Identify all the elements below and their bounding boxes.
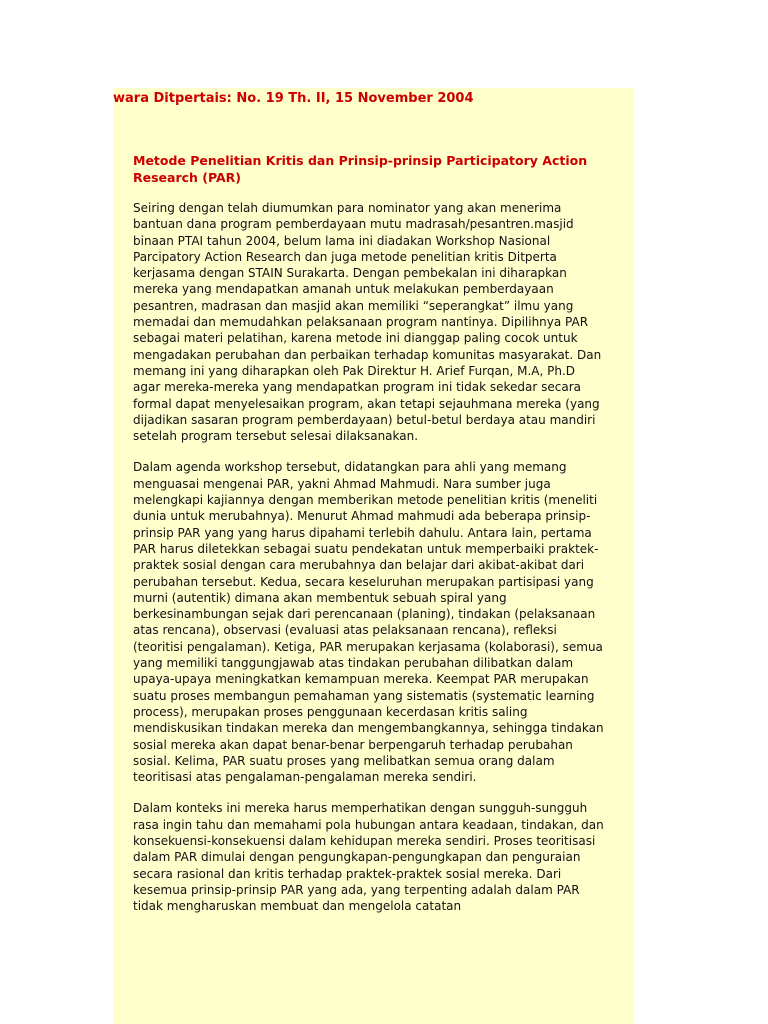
article-title: Metode Penelitian Kritis dan Prinsip-prinsip Participatory Action Research (PAR) [133, 153, 588, 185]
article-paragraph-2: Dalam agenda workshop tersebut, didatangkan para ahli yang memang menguasai mengenai PAR, yakni Ahmad Mahmudi. Nara sumber juga melengkapi kajiannya dengan memberikan metode penelitian kritis (meneliti dunia untuk merubahnya). Menurut Ahmad mahmudi ada beberapa prinsip-prinsip PAR yang yang harus dipahami terlebih dahulu. Antara lain, pertama PAR harus diletekkan sebagai suatu pendekatan untuk memperbaiki praktek-praktek sosial dengan cara merubahnya dan belajar dari akibat-akibat dari perubahan tersebut. Kedua, secara keseluruhan merupakan partisipasi yang murni (autentik) dimana akan membentuk sebuah spiral yang berkesinambungan sejak dari perencanaan (planing), tindakan (pelaksanaan atas rencana), observasi (evaluasi atas pelaksanaan rencana), refleksi (teoritisi pengalaman). Ketiga, PAR merupakan kerjasama (kolaborasi), semua yang memiliki tanggungjawab atas tindakan perubahan dilibatkan dalam upaya-upaya meningkatkan kemampuan mereka. Keempat PAR merupakan suatu proses membangun pemahaman yang sistematis (systematic learning process), merupakan proses penggunaan kecerdasan kritis saling mendiskusikan tindakan mereka dan mengembangkannya, sehingga tindakan sosial mereka akan dapat benar-benar berpengaruh terhadap perubahan sosial. Kelima, PAR suatu proses yang melibatkan semua orang dalam teoritisasi atas pengalaman-pengalaman mereka sendiri. [133, 460, 604, 785]
article-paragraph-3: Dalam konteks ini mereka harus memperhatikan dengan sungguh-sungguh rasa ingin tahu dan memahami pola hubungan antara keadaan, tindakan, dan konsekuensi-konsekuensi dalam kehidupan mereka sendiri. Proses teoritisasi dalam PAR dimulai dengan pengungkapan-pengungkapan dan penguraian secara rasional dan kritis terhadap praktek-praktek sosial mereka. Dari kesemua prinsip-prinsip PAR yang ada, yang terpenting adalah dalam PAR tidak mengharuskan membuat dan mengelola catatan [133, 801, 604, 914]
article-content [133, 152, 605, 929]
article-panel [113, 88, 633, 1024]
newsletter-header: wara Ditpertais: No. 19 Th. II, 15 November 2004 [113, 91, 474, 106]
article-paragraph-1: Seiring dengan telah diumumkan para nominator yang akan menerima bantuan dana program pemberdayaan mutu madrasah/pesantren.masjid binaan PTAI tahun 2004, belum lama ini diadakan Workshop Nasional Parcipatory Action Research dan juga metode penelitian kritis Ditperta kerjasama dengan STAIN Surakarta. Dengan pembekalan ini diharapkan mereka yang mendapatkan amanah untuk melakukan pemberdayaan pesantren, madrasan dan masjid akan memiliki “seperangkat” ilmu yang memadai dan memudahkan pelaksanaan program nantinya. Dipilihnya PAR sebagai materi pelatihan, karena metode ini dianggap paling cocok untuk mengadakan perubahan dan perbaikan terhadap komunitas masyarakat. Dan memang ini yang diharapkan oleh Pak Direktur H. Arief Furqan, M.A, Ph.D agar mereka-mereka yang mendapatkan program ini tidak sekedar secara formal dapat menyelesaikan program, akan tetapi sejauhmana mereka (yang dijadikan sasaran program pemberdayaan) betul-betul berdaya atau mandiri setelah program tersebut selesai dilaksanakan. [133, 201, 602, 444]
